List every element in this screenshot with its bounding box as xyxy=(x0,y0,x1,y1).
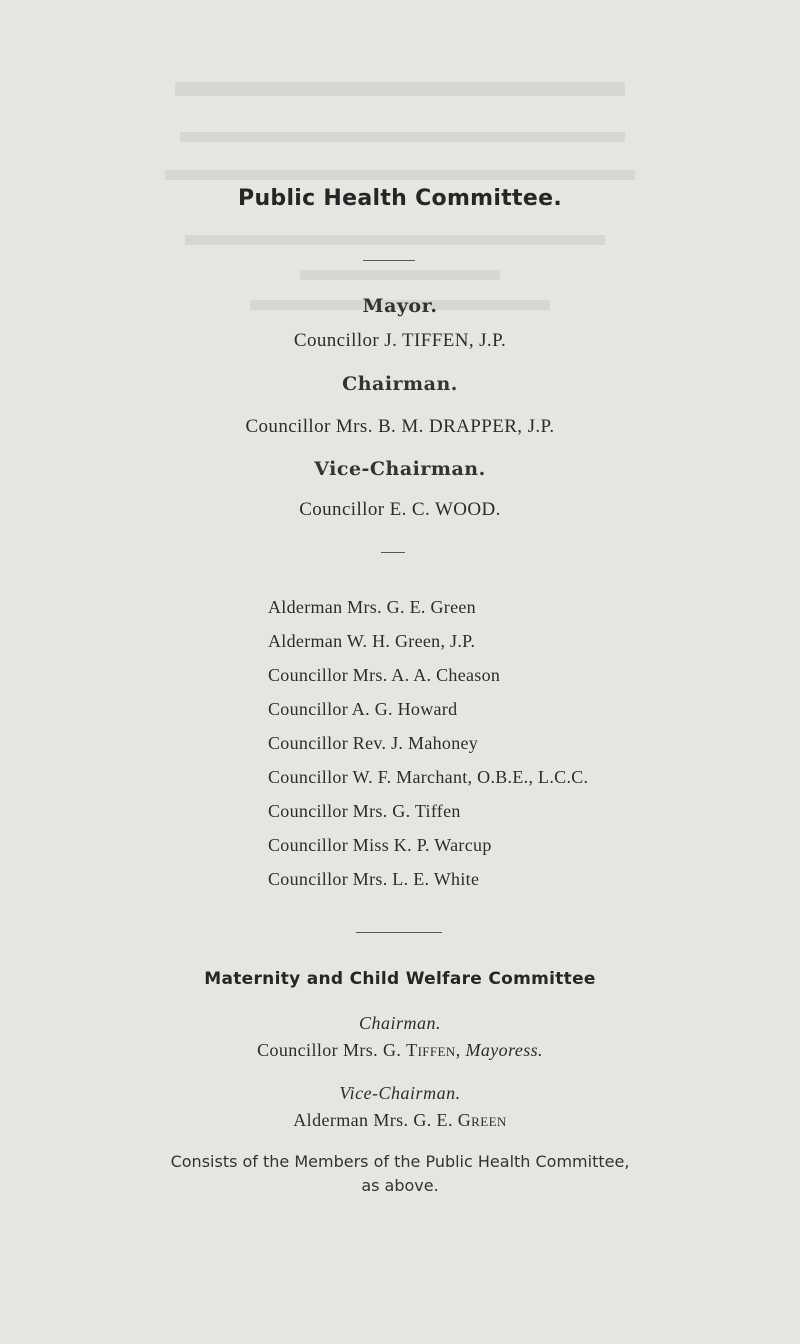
maternity-chairman-surname: Tiffen xyxy=(406,1040,456,1060)
member-item: Alderman W. H. Green, J.P. xyxy=(268,631,476,651)
maternity-chairman-role: Mayoress. xyxy=(465,1040,543,1060)
maternity-title: Maternity and Child Welfare Committee xyxy=(204,969,596,989)
maternity-note-line1: Consists of the Members of the Public Health Committee, xyxy=(170,1152,630,1171)
divider xyxy=(381,552,405,553)
maternity-chairman-sep: , xyxy=(455,1040,466,1060)
member-item: Councillor Rev. J. Mahoney xyxy=(268,733,479,753)
member-list xyxy=(268,594,588,900)
maternity-chairman-name xyxy=(0,1040,800,1061)
member-item: Councillor Mrs. A. A. Cheason xyxy=(268,665,501,685)
member-item: Alderman Mrs. G. E. Green xyxy=(268,597,476,617)
vice-chairman-heading: Vice-Chairman. xyxy=(314,458,486,480)
page-title: Public Health Committee. xyxy=(238,186,562,211)
member-item: Councillor Miss K. P. Warcup xyxy=(268,835,492,855)
maternity-vice-chairman-heading: Vice-Chairman. xyxy=(339,1083,461,1103)
mayor-name: Councillor J. TIFFEN, J.P. xyxy=(293,330,507,351)
maternity-vice-chairman-prefix: Alderman Mrs. G. E. xyxy=(293,1110,458,1130)
maternity-chairman-heading: Chairman. xyxy=(358,1013,441,1033)
member-item: Councillor A. G. Howard xyxy=(268,699,458,719)
vice-chairman-name: Councillor E. C. WOOD. xyxy=(299,499,501,520)
maternity-vice-chairman-surname: Green xyxy=(457,1110,507,1130)
maternity-note-line2: as above. xyxy=(361,1176,439,1195)
member-item: Councillor Mrs. L. E. White xyxy=(268,869,480,889)
maternity-chairman-prefix: Councillor Mrs. G. xyxy=(257,1040,407,1060)
maternity-vice-chairman-name xyxy=(0,1110,800,1131)
divider xyxy=(356,932,442,933)
chairman-name: Councillor Mrs. B. M. DRAPPER, J.P. xyxy=(245,416,555,437)
mayor-heading: Mayor. xyxy=(362,295,438,317)
chairman-heading: Chairman. xyxy=(342,373,458,395)
member-item: Councillor W. F. Marchant, O.B.E., L.C.C. xyxy=(268,767,589,787)
divider xyxy=(363,260,415,261)
member-item: Councillor Mrs. G. Tiffen xyxy=(268,801,461,821)
